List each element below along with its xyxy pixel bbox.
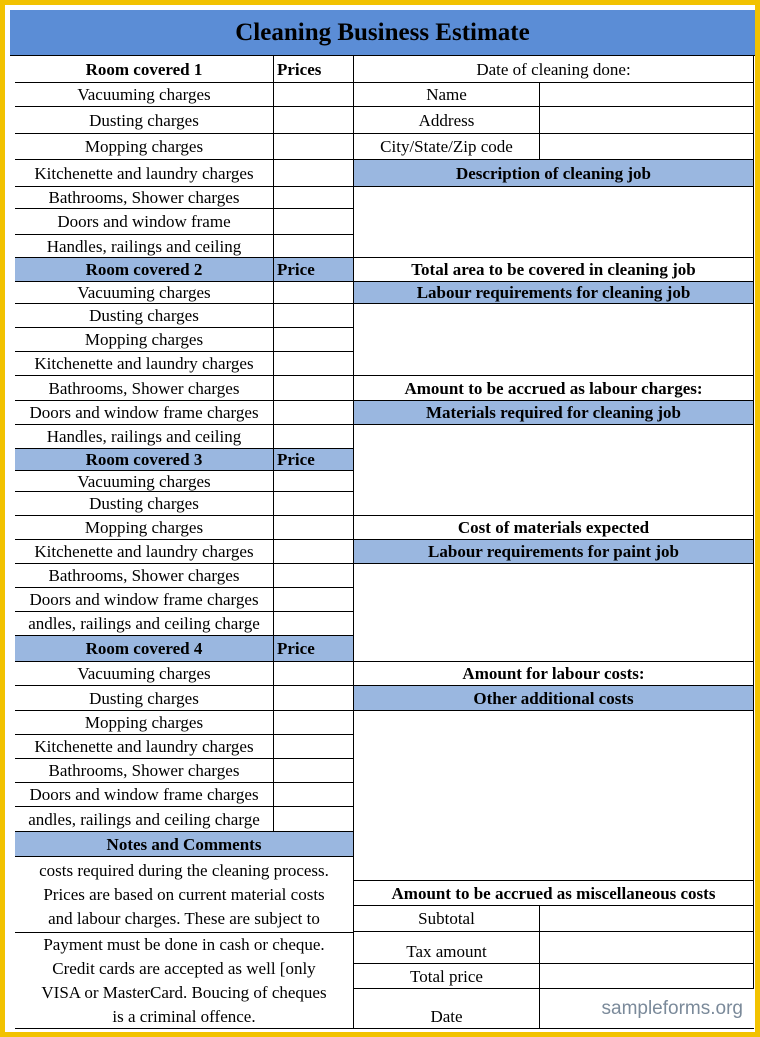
- charge-price-field[interactable]: [274, 711, 354, 735]
- charge-item-label: Mopping charges: [15, 134, 274, 160]
- materials-cost-label: Cost of materials expected: [354, 516, 754, 540]
- watermark: sampleforms.org: [601, 998, 743, 1019]
- paint-labour-heading: Labour requirements for paint job: [354, 540, 754, 564]
- charge-price-field[interactable]: [274, 376, 354, 401]
- charge-price-field[interactable]: [274, 492, 354, 516]
- materials-heading: Materials required for cleaning job: [354, 401, 754, 425]
- charge-item-label: Doors and window frame charges: [15, 588, 274, 612]
- room-heading: Room covered 1: [15, 56, 274, 83]
- date-label: Date: [354, 989, 540, 1029]
- labour-requirements-field[interactable]: [354, 304, 754, 376]
- tax-field[interactable]: [540, 932, 754, 964]
- charge-price-field[interactable]: [274, 107, 354, 134]
- charge-price-field[interactable]: [274, 471, 354, 492]
- other-costs-heading: Other additional costs: [354, 686, 754, 711]
- charge-item-label: Dusting charges: [15, 304, 274, 328]
- charge-price-field[interactable]: [274, 235, 354, 258]
- charge-item-label: Dusting charges: [15, 686, 274, 711]
- notes-heading: Notes and Comments: [15, 832, 354, 857]
- charge-price-field[interactable]: [274, 662, 354, 686]
- charge-item-label: andles, railings and ceiling charge: [15, 807, 274, 832]
- notes-line: Prices are based on current material costs: [43, 885, 325, 904]
- charge-price-field[interactable]: [274, 588, 354, 612]
- charge-item-label: andles, railings and ceiling charge: [15, 612, 274, 636]
- room-heading: Room covered 2: [15, 258, 274, 282]
- charge-item-label: Dusting charges: [15, 107, 274, 134]
- total-price-label: Total price: [354, 964, 540, 989]
- notes-line: and labour charges. These are subject to: [48, 909, 320, 928]
- charge-item-label: Kitchenette and laundry charges: [15, 540, 274, 564]
- tax-label: Tax amount: [354, 932, 540, 964]
- price-column-heading: Prices: [274, 56, 354, 83]
- materials-field[interactable]: [354, 425, 754, 516]
- charge-price-field[interactable]: [274, 540, 354, 564]
- name-field[interactable]: [540, 83, 754, 107]
- subtotal-label: Subtotal: [354, 906, 540, 932]
- charge-item-label: Kitchenette and laundry charges: [15, 160, 274, 187]
- charge-price-field[interactable]: [274, 352, 354, 376]
- charge-price-field[interactable]: [274, 282, 354, 304]
- charge-price-field[interactable]: [274, 807, 354, 832]
- charge-price-field[interactable]: [274, 686, 354, 711]
- price-column-heading: Price: [274, 636, 354, 662]
- charge-item-label: Handles, railings and ceiling: [15, 235, 274, 258]
- paint-labour-field[interactable]: [354, 564, 754, 662]
- charge-item-label: Mopping charges: [15, 711, 274, 735]
- charge-item-label: Handles, railings and ceiling: [15, 425, 274, 449]
- charge-price-field[interactable]: [274, 564, 354, 588]
- notes-line: costs required during the cleaning process.: [39, 861, 329, 880]
- charge-price-field[interactable]: [274, 401, 354, 425]
- misc-costs-label: Amount to be accrued as miscellaneous costs: [354, 881, 754, 906]
- address-field[interactable]: [540, 107, 754, 134]
- charge-item-label: Kitchenette and laundry charges: [15, 735, 274, 759]
- price-column-heading: Price: [274, 449, 354, 471]
- notes-line: Credit cards are accepted as well [only: [52, 959, 316, 978]
- other-costs-field[interactable]: [354, 711, 754, 881]
- charge-item-label: Bathrooms, Shower charges: [15, 759, 274, 783]
- name-label: Name: [354, 83, 540, 107]
- labour-costs-label: Amount for labour costs:: [354, 662, 754, 686]
- page-title: Cleaning Business Estimate: [10, 10, 755, 56]
- notes-block-payment: [15, 933, 354, 1029]
- notes-block-pricing: [15, 857, 354, 933]
- notes-line: Payment must be done in cash or cheque.: [43, 935, 325, 954]
- charge-item-label: Vacuuming charges: [15, 83, 274, 107]
- date-of-cleaning-label: Date of cleaning done:: [354, 56, 754, 83]
- notes-line: VISA or MasterCard. Boucing of cheques: [41, 983, 327, 1002]
- charge-price-field[interactable]: [274, 209, 354, 235]
- charge-item-label: Bathrooms, Shower charges: [15, 376, 274, 401]
- labour-charges-label: Amount to be accrued as labour charges:: [354, 376, 754, 401]
- charge-item-label: Doors and window frame charges: [15, 401, 274, 425]
- address-label: Address: [354, 107, 540, 134]
- charge-price-field[interactable]: [274, 134, 354, 160]
- charge-price-field[interactable]: [274, 83, 354, 107]
- charge-item-label: Dusting charges: [15, 492, 274, 516]
- city-state-zip-field[interactable]: [540, 134, 754, 160]
- room-heading: Room covered 4: [15, 636, 274, 662]
- charge-item-label: Kitchenette and laundry charges: [15, 352, 274, 376]
- city-state-zip-label: City/State/Zip code: [354, 134, 540, 160]
- charge-item-label: Mopping charges: [15, 516, 274, 540]
- charge-item-label: Doors and window frame: [15, 209, 274, 235]
- description-heading: Description of cleaning job: [354, 160, 754, 187]
- charge-item-label: Doors and window frame charges: [15, 783, 274, 807]
- charge-item-label: Vacuuming charges: [15, 471, 274, 492]
- charge-price-field[interactable]: [274, 735, 354, 759]
- total-area-label: Total area to be covered in cleaning job: [354, 258, 754, 282]
- charge-item-label: Bathrooms, Shower charges: [15, 187, 274, 209]
- description-field[interactable]: [354, 187, 754, 258]
- charge-price-field[interactable]: [274, 612, 354, 636]
- notes-line: is a criminal offence.: [112, 1007, 256, 1026]
- charge-item-label: Vacuuming charges: [15, 662, 274, 686]
- subtotal-field[interactable]: [540, 906, 754, 932]
- total-price-field[interactable]: [540, 964, 754, 989]
- charge-item-label: Bathrooms, Shower charges: [15, 564, 274, 588]
- charge-price-field[interactable]: [274, 759, 354, 783]
- charge-price-field[interactable]: [274, 425, 354, 449]
- charge-price-field[interactable]: [274, 783, 354, 807]
- room-heading: Room covered 3: [15, 449, 274, 471]
- charge-price-field[interactable]: [274, 187, 354, 209]
- charge-item-label: Mopping charges: [15, 328, 274, 352]
- charge-price-field[interactable]: [274, 304, 354, 328]
- labour-requirements-heading: Labour requirements for cleaning job: [354, 282, 754, 304]
- charge-item-label: Vacuuming charges: [15, 282, 274, 304]
- charge-price-field[interactable]: [274, 160, 354, 187]
- charge-price-field[interactable]: [274, 516, 354, 540]
- charge-price-field[interactable]: [274, 328, 354, 352]
- price-column-heading: Price: [274, 258, 354, 282]
